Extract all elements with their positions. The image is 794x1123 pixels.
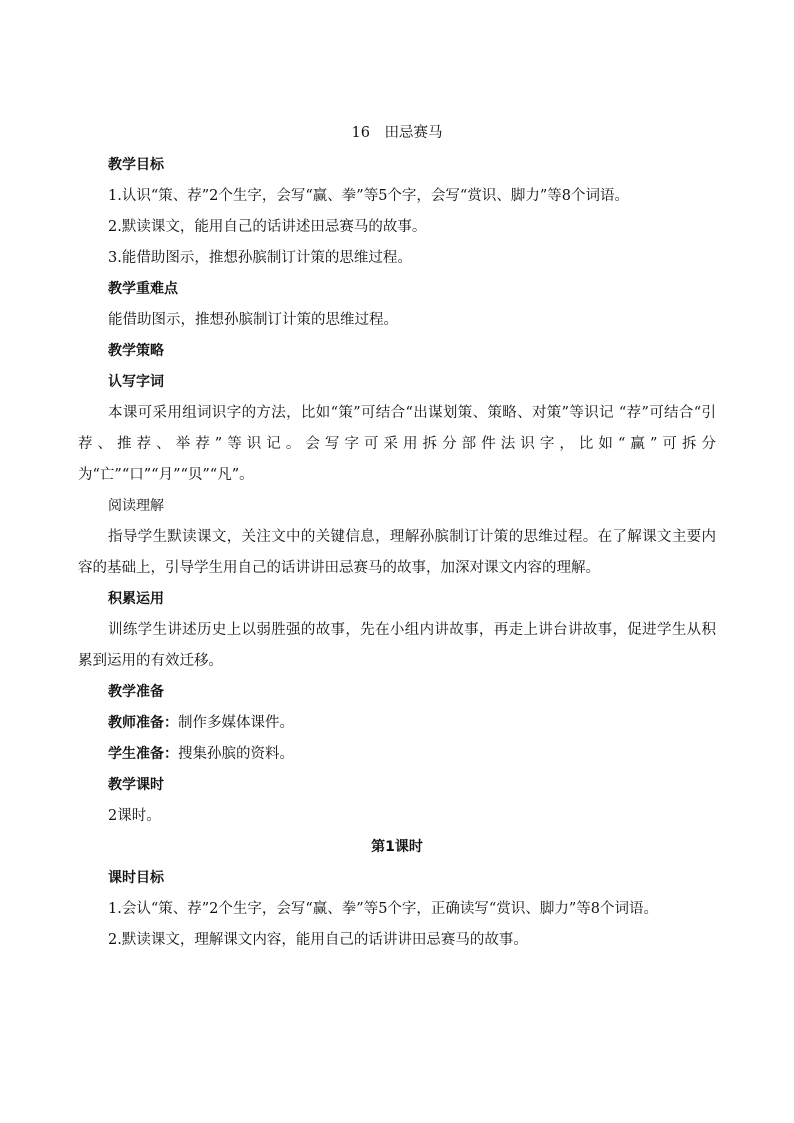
teacher-prep-text: 制作多媒体课件。 (178, 715, 294, 731)
goal-item-1: 1.认识“策、荐”2个生字，会写“赢、拳”等5个字，会写“赏识、脚力”等8个词语。 (108, 188, 629, 204)
heading-lesson-goals: 课时目标 (108, 870, 164, 886)
subheading-accumulate: 积累运用 (108, 591, 164, 607)
lesson-goal-item-2: 2.默读课文，理解课文内容，能用自己的话讲讲田忌赛马的故事。 (108, 932, 528, 948)
goal-item-2: 2.默读课文，能用自己的话讲述田忌赛马的故事。 (108, 219, 427, 235)
student-prep-text: 搜集孙膑的资料。 (178, 746, 294, 762)
student-prep-label: 学生准备： (108, 746, 178, 762)
recognize-write-text: 本课可采用组词识字的方法，比如“策”可结合“出谋划策、策略、对策”等识记 “荐”可结合“引荐、推荐、举荐”等识记。会写字可采用拆分部件法识字，比如“赢”可拆分为“亡”“口”“月”“贝”“凡”。 (78, 405, 716, 483)
lesson-goal-item-1: 1.会认“策、荐”2个生字，会写“赢、拳”等5个字，正确读写“赏识、脚力”等8个词语。 (108, 901, 658, 917)
teacher-prep-label: 教师准备： (108, 715, 178, 731)
subheading-recognize-write: 认写字词 (108, 374, 164, 390)
reading-text: 指导学生默读课文，关注文中的关键信息，理解孙膑制订计策的思维过程。在了解课文主要内容的基础上，引导学生用自己的话讲讲田忌赛马的故事，加深对课文内容的理解。 (78, 529, 716, 576)
heading-teaching-strategy: 教学策略 (108, 343, 164, 359)
heading-teaching-goals: 教学目标 (108, 157, 164, 173)
heading-teaching-prep: 教学准备 (108, 684, 164, 700)
subheading-reading: 阅读理解 (108, 498, 164, 514)
teacher-prep-line (78, 708, 716, 739)
student-prep-line (78, 739, 716, 770)
heading-class-hours: 教学课时 (108, 777, 164, 793)
heading-lesson-1: 第1课时 (371, 839, 423, 855)
accumulate-text: 训练学生讲述历史上以弱胜强的故事，先在小组内讲故事，再走上讲台讲故事，促进学生从积累到运用的有效迁移。 (78, 622, 716, 669)
key-difficulties-text: 能借助图示，推想孙膑制订计策的思维过程。 (108, 312, 398, 328)
goal-item-3: 3.能借助图示，推想孙膑制订计策的思维过程。 (108, 250, 412, 266)
lesson-title: 16 田忌赛马 (351, 125, 443, 141)
class-hours-text: 2课时。 (108, 808, 161, 824)
heading-key-difficulties: 教学重难点 (108, 281, 178, 297)
